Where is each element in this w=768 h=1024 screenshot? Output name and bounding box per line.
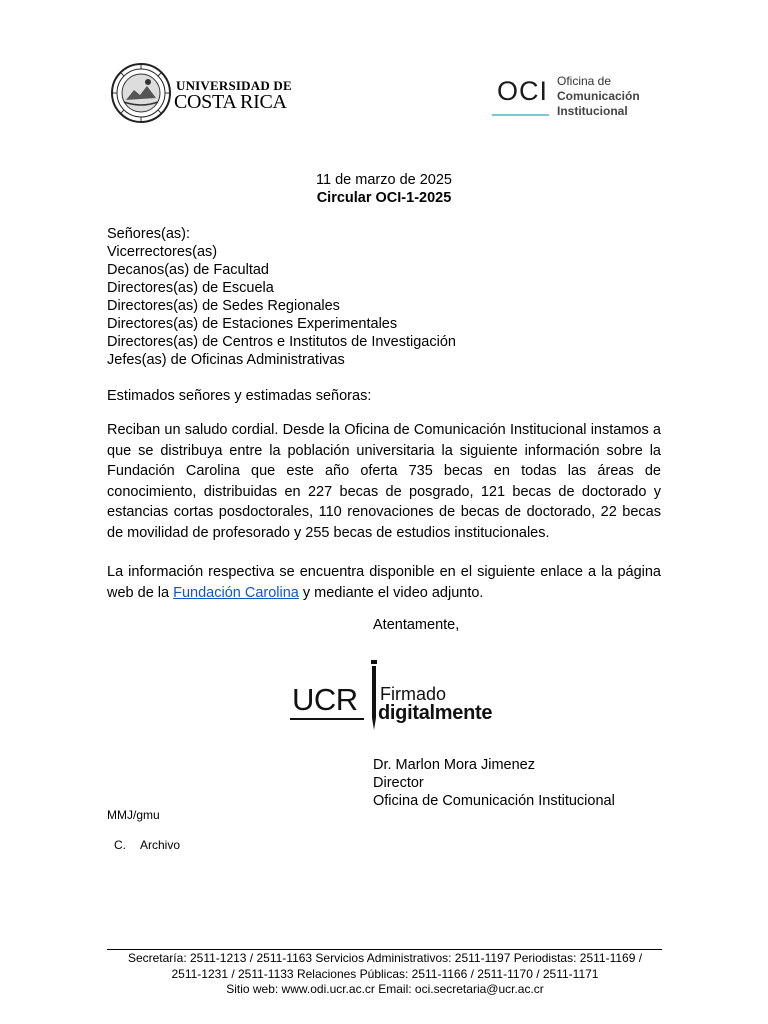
- recipient-line: Señores(as):: [107, 226, 191, 242]
- body-paragraph: Reciban un saludo cordial. Desde la Oficina de Comunicación Institucional instamos a que se distribuya entre la población universitaria la siguiente información sobre la Fundación Carolina que este año oferta 735 becas en todas las áreas de conocimiento, distribuidas en 227 becas de posgrado, 121 becas de doctorado y estancias cortas posdoctorales, 110 renovaciones de becas de doctorado, 22 becas de movilidad de profesorado y 255 becas de estudios institucionales.: [107, 422, 661, 541]
- document-date: 11 de marzo de 2025: [316, 172, 452, 188]
- info-paragraph: [107, 562, 661, 603]
- carbon-copy: [114, 838, 180, 852]
- signature-brand-underline: [290, 718, 364, 720]
- circular-number: Circular OCI-1-2025: [316, 190, 452, 206]
- closing: Atentamente,: [373, 617, 460, 633]
- cc-label: C.: [114, 838, 126, 852]
- recipient-line: Directores(as) de Estaciones Experimentales: [107, 316, 398, 332]
- oci-logo-line2: Comunicación: [557, 89, 640, 103]
- oci-logo: [492, 72, 662, 122]
- footer-divider: [107, 949, 662, 950]
- oci-logo-line1: Oficina de: [557, 74, 612, 88]
- info-text-before-link: La información respectiva se encuentra disponible en el siguiente enlace a la página web de la: [107, 564, 661, 601]
- signature-line2: digitalmente: [378, 702, 493, 724]
- oci-logo-underline: [492, 114, 549, 116]
- recipient-line: Jefes(as) de Oficinas Administrativas: [107, 352, 345, 368]
- recipient-line: Directores(as) de Escuela: [107, 280, 274, 296]
- oci-logo-mark: OCI: [497, 76, 549, 106]
- footer-line3: Sitio web: www.odi.ucr.ac.cr Email: oci.secretaria@ucr.ac.cr: [226, 982, 544, 996]
- footer: [100, 951, 670, 998]
- signature-line1: Firmado: [380, 684, 447, 704]
- fundacion-carolina-link[interactable]: Fundación Carolina: [173, 584, 299, 601]
- oci-logo-line3: Institucional: [557, 104, 628, 118]
- ucr-logo-line2: COSTA RICA: [174, 91, 287, 113]
- recipient-line: Vicerrectores(as): [107, 244, 218, 260]
- signer-name: Dr. Marlon Mora Jimenez: [373, 757, 535, 773]
- info-text-after-link: y mediante el video adjunto.: [298, 584, 484, 601]
- footer-line2: 2511-1231 / 2511-1133 Relaciones Públicas: 2511-1166 / 2511-1170 / 2511-1171: [171, 966, 599, 981]
- cc-value: Archivo: [140, 838, 181, 852]
- signature-brand: UCR: [292, 682, 358, 717]
- greeting: Estimados señores y estimadas señoras:: [107, 388, 372, 404]
- footer-line1: Secretaría: 2511-1213 / 2511-1163 Servicios Administrativos: 2511-1197 Periodistas: 2511-1169 /: [127, 951, 643, 965]
- recipient-line: Decanos(as) de Facultad: [107, 262, 269, 278]
- ucr-logo-line1: UNIVERSIDAD DE: [176, 78, 292, 93]
- ucr-logo: [108, 60, 290, 134]
- reference-initials: MMJ/gmu: [107, 808, 160, 822]
- signer-block: [373, 756, 615, 810]
- digital-signature: [290, 660, 526, 736]
- recipients-list: [107, 225, 456, 369]
- recipient-line: Directores(as) de Sedes Regionales: [107, 298, 340, 314]
- recipient-line: Directores(as) de Centros e Institutos de Investigación: [107, 334, 456, 350]
- signer-title: Director: [373, 775, 424, 791]
- ucr-seal-icon: [110, 62, 172, 124]
- signer-office: Oficina de Comunicación Institucional: [373, 793, 615, 809]
